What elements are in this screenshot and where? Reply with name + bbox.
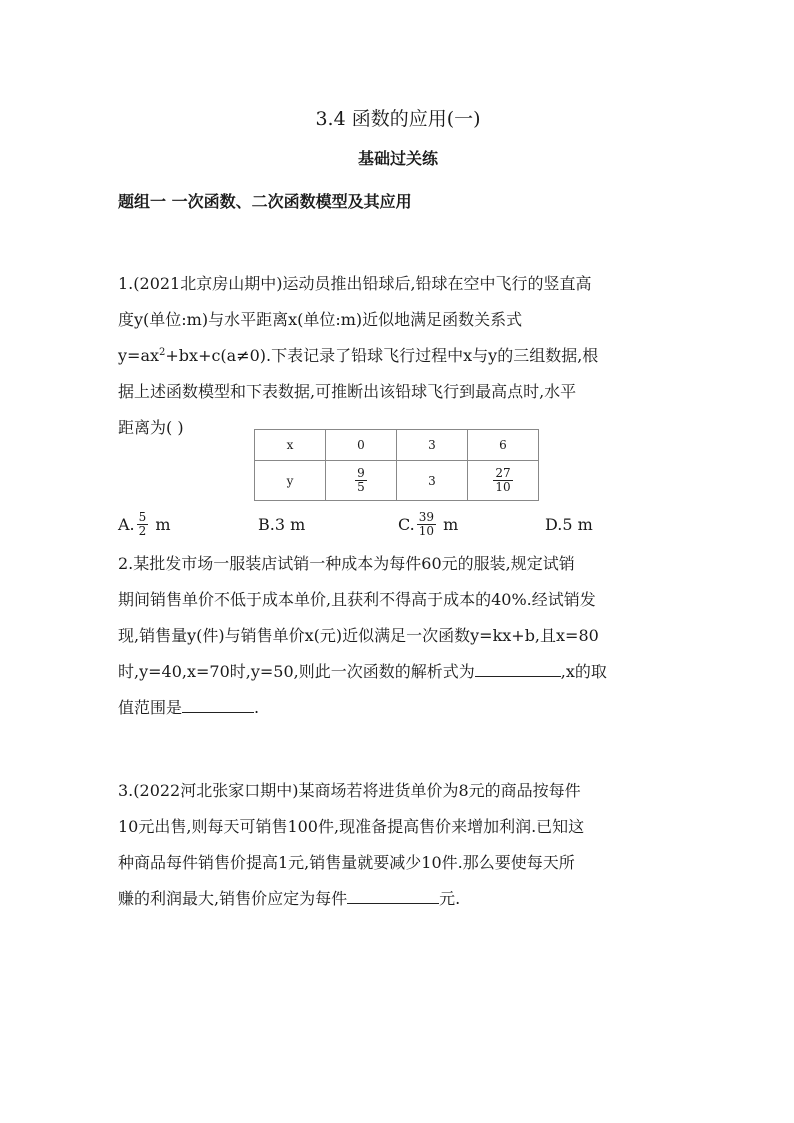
fraction — [355, 467, 367, 494]
section-title: 3.4 函数的应用(一) — [315, 108, 481, 130]
q1-formula-exponent: 2 — [159, 347, 166, 358]
q1-line-3 — [118, 338, 678, 374]
fraction-numerator: 27 — [495, 466, 511, 480]
fraction-numerator: 9 — [357, 466, 365, 480]
q3-line-3: 种商品每件销售价提高1元,销售量就要减少10件.那么要使每天所 — [118, 853, 575, 872]
q3-line-2: 10元出售,则每天可销售100件,现准备提高售价来增加利润.已知这 — [118, 817, 585, 836]
table-cell: y — [255, 461, 326, 501]
answer-blank[interactable] — [347, 885, 439, 904]
fraction-denominator: 10 — [495, 480, 511, 494]
question-2 — [118, 546, 678, 726]
option-a-unit: m — [150, 514, 171, 534]
table-cell — [468, 461, 539, 501]
q1-line-5: 距离为( ) — [118, 418, 184, 437]
option-d[interactable]: D.5 m — [545, 514, 593, 534]
question-1 — [118, 266, 678, 446]
fraction — [417, 511, 436, 538]
q1-data-table — [254, 429, 539, 501]
q1-formula-pre: y=ax — [118, 346, 160, 365]
table-cell: x — [255, 430, 326, 461]
q3-line-1: 3.(2022河北张家口期中)某商场若将进货单价为8元的商品按每件 — [118, 781, 581, 800]
answer-blank[interactable] — [475, 658, 561, 677]
table-cell: 0 — [326, 430, 397, 461]
fraction-denominator: 10 — [418, 523, 435, 538]
q2-line-5 — [118, 690, 678, 726]
table-cell: 6 — [468, 430, 539, 461]
q3-line-4 — [118, 881, 678, 917]
table-cell: 3 — [397, 461, 468, 501]
q1-options — [118, 510, 678, 538]
answer-blank[interactable] — [182, 694, 254, 713]
q3-line-4-pre: 赚的利润最大,销售价应定为每件 — [118, 889, 348, 908]
table-cell: 3 — [397, 430, 468, 461]
option-a-label: A. — [118, 514, 135, 534]
fraction-denominator: 2 — [138, 523, 147, 538]
q1-line-2: 度y(单位:m)与水平距离x(单位:m)近似地满足函数关系式 — [118, 310, 523, 329]
q2-line-2: 期间销售单价不低于成本单价,且获利不得高于成本的40%.经试销发 — [118, 590, 596, 609]
fraction-numerator: 5 — [138, 509, 147, 524]
q1-formula-post: +bx+c(a≠0).下表记录了铅球飞行过程中x与y的三组数据,根 — [165, 346, 599, 365]
group-heading: 题组一 一次函数、二次函数模型及其应用 — [118, 192, 412, 211]
q2-line-4 — [118, 654, 678, 690]
q2-line-5-post: . — [254, 698, 260, 717]
option-b[interactable]: B.3 m — [258, 514, 306, 534]
q1-line-4: 据上述函数模型和下表数据,可推断出该铅球飞行到最高点时,水平 — [118, 382, 577, 401]
q2-line-3: 现,销售量y(件)与销售单价x(元)近似满足一次函数y=kx+b,且x=80 — [118, 626, 599, 645]
question-3 — [118, 773, 678, 917]
q3-line-4-post: 元. — [439, 889, 461, 908]
option-a[interactable] — [118, 510, 171, 538]
option-c-label: C. — [398, 514, 415, 534]
option-c-unit: m — [438, 514, 459, 534]
table-row-x — [255, 430, 539, 461]
fraction — [137, 511, 149, 538]
fraction-numerator: 39 — [418, 509, 435, 524]
section-subtitle: 基础过关练 — [357, 149, 438, 168]
q2-line-1: 2.某批发市场一服装店试销一种成本为每件60元的服装,规定试销 — [118, 554, 575, 573]
fraction — [493, 467, 512, 494]
table-row-y — [255, 461, 539, 501]
option-c[interactable] — [398, 510, 458, 538]
table-cell — [326, 461, 397, 501]
q1-line-1: 1.(2021北京房山期中)运动员推出铅球后,铅球在空中飞行的竖直高 — [118, 274, 592, 293]
q2-line-4-pre: 时,y=40,x=70时,y=50,则此一次函数的解析式为 — [118, 662, 475, 681]
q2-line-4-post: ,x的取 — [560, 662, 607, 681]
q2-line-5-pre: 值范围是 — [118, 698, 183, 717]
fraction-denominator: 5 — [357, 480, 365, 494]
